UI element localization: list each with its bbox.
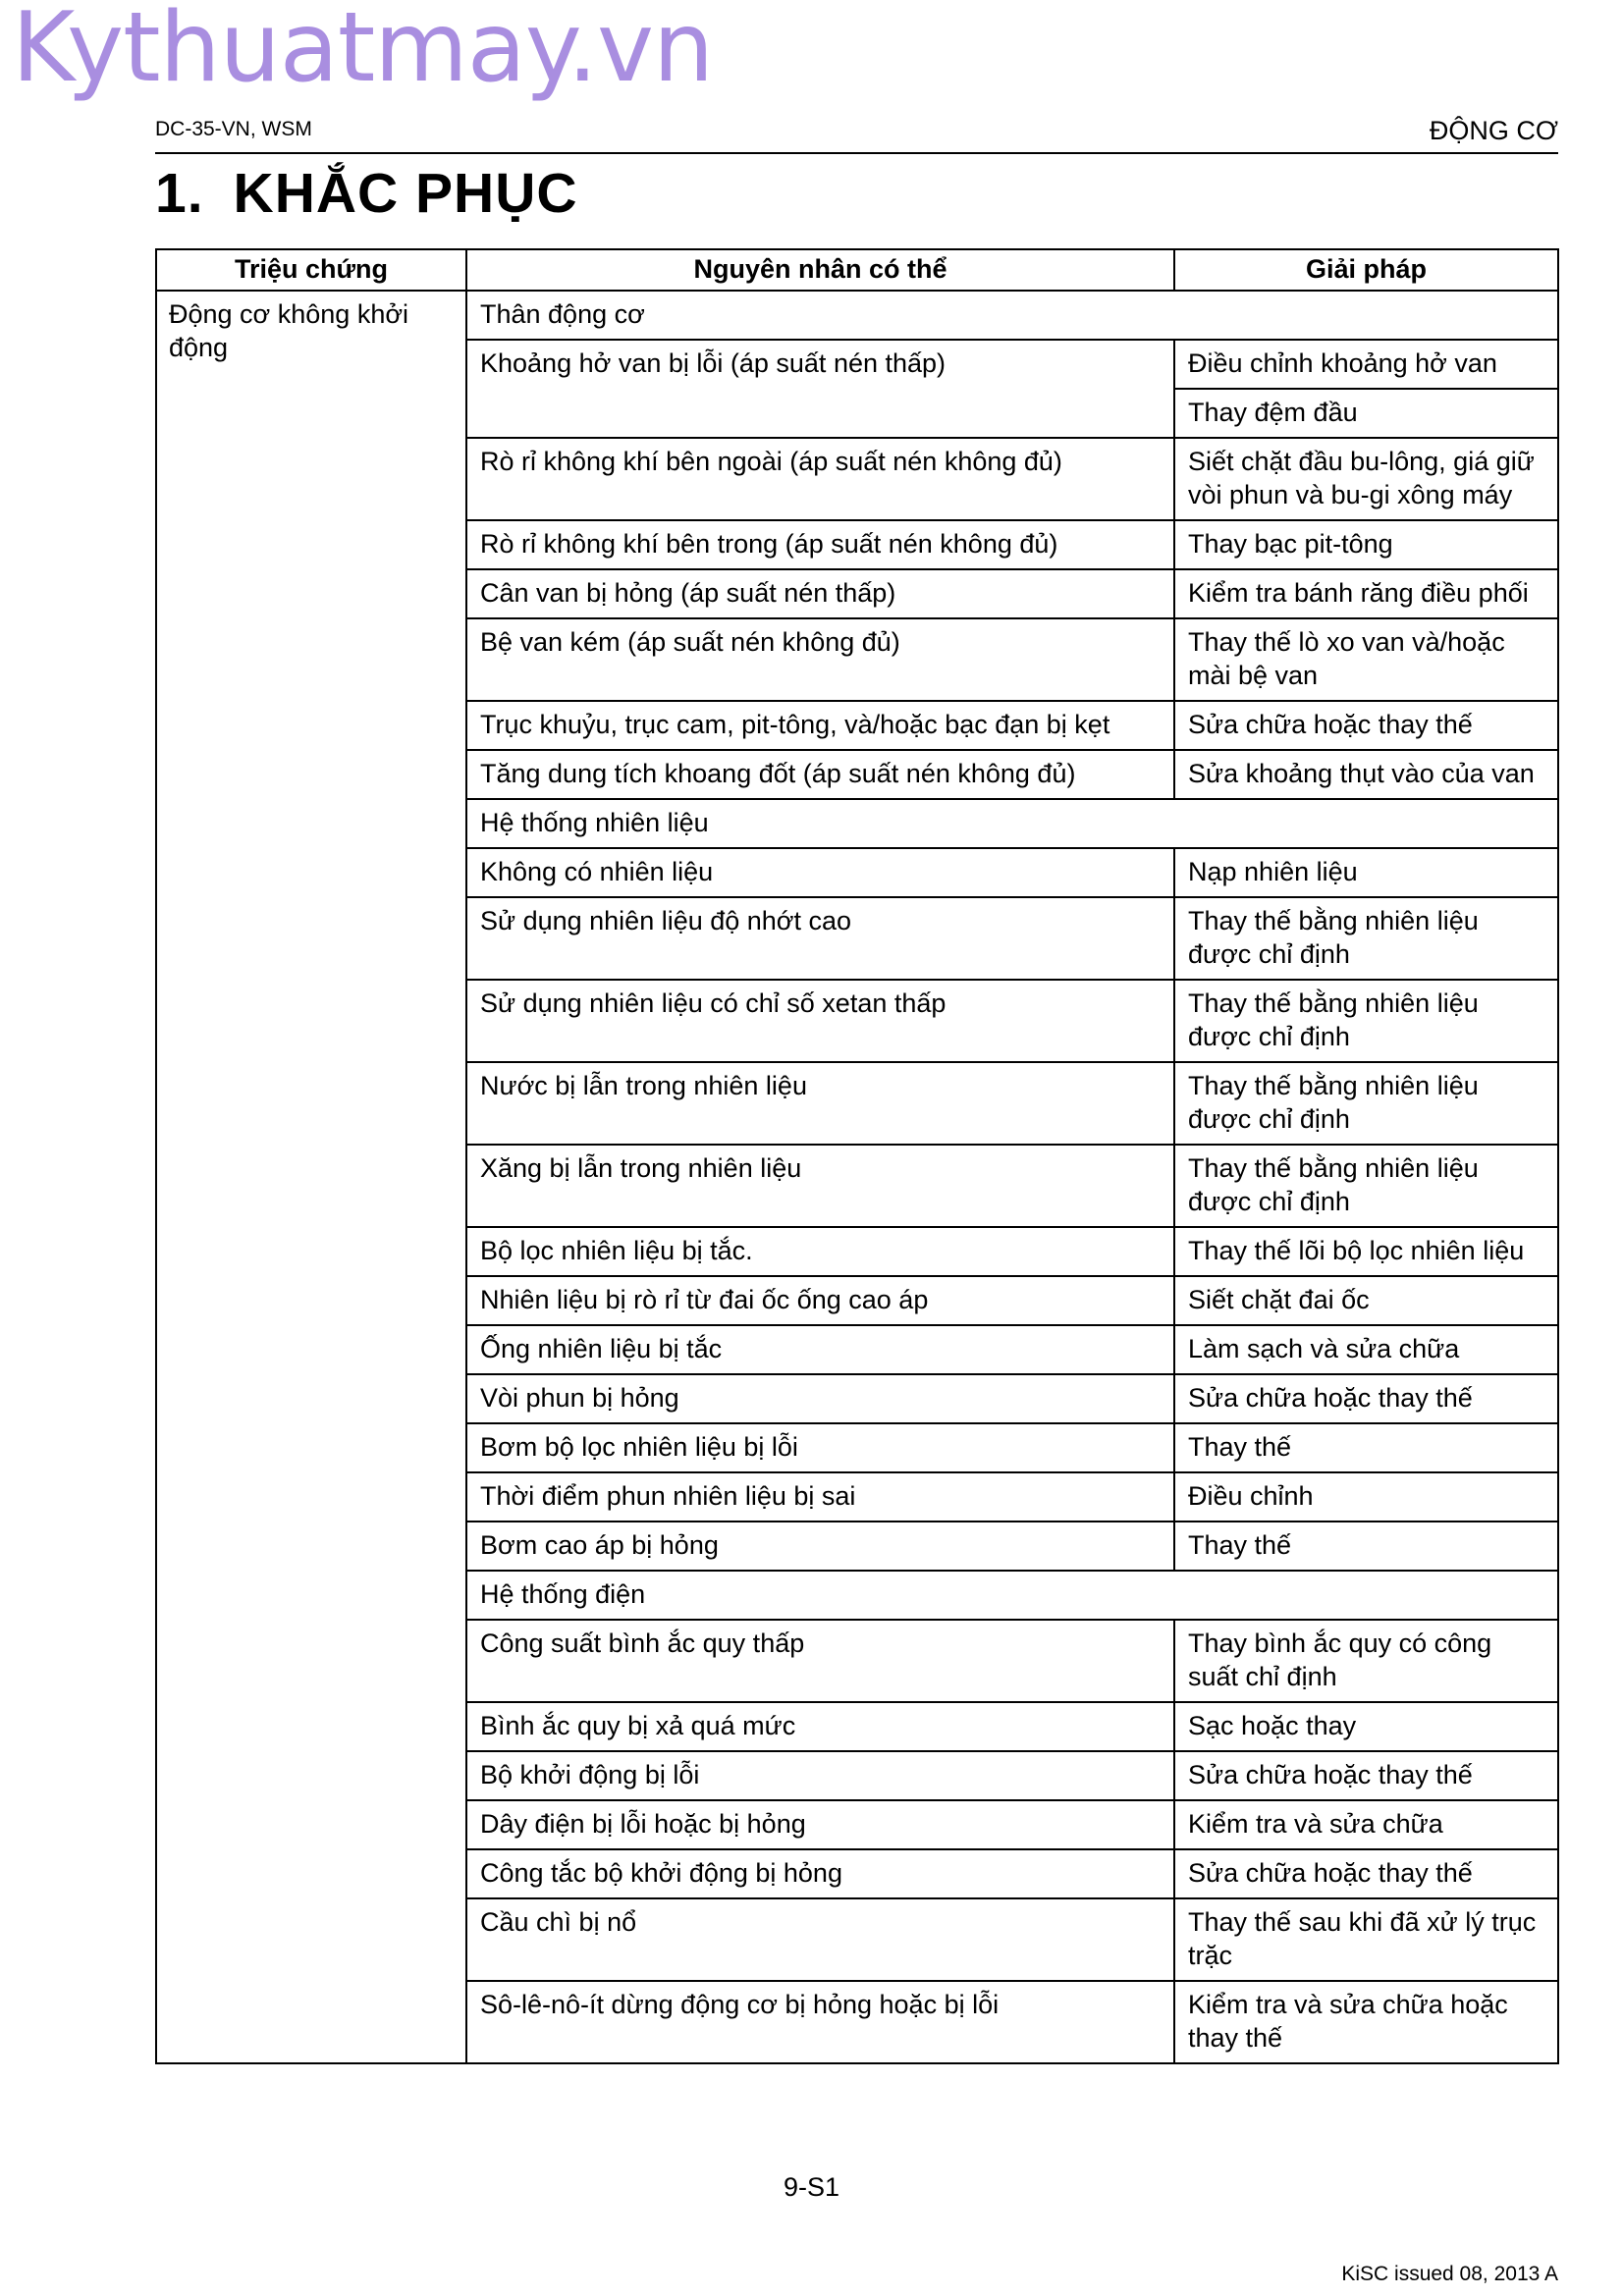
table-header-row: [156, 249, 1558, 291]
header-symptom: Triệu chứng: [156, 249, 466, 291]
cause-cell: Tăng dung tích khoang đốt (áp suất nén không đủ): [466, 750, 1174, 799]
cause-cell: Bệ van kém (áp suất nén không đủ): [466, 618, 1174, 701]
cause-cell: Cầu chì bị nổ: [466, 1898, 1174, 1981]
cause-cell: Nước bị lẫn trong nhiên liệu: [466, 1062, 1174, 1145]
troubleshooting-table: [155, 248, 1559, 2064]
solution-cell: Sửa chữa hoặc thay thế: [1174, 1751, 1558, 1800]
solution-cell: Siết chặt đầu bu-lông, giá giữ vòi phun và bu-gi xông máy: [1174, 438, 1558, 520]
solution-cell: Thay thế lõi bộ lọc nhiên liệu: [1174, 1227, 1558, 1276]
cause-cell: Nhiên liệu bị rò rỉ từ đai ốc ống cao áp: [466, 1276, 1174, 1325]
cause-cell: Xăng bị lẫn trong nhiên liệu: [466, 1145, 1174, 1227]
solution-cell: Thay bình ắc quy có công suất chỉ định: [1174, 1620, 1558, 1702]
cause-cell: Bơm bộ lọc nhiên liệu bị lỗi: [466, 1423, 1174, 1472]
solution-cell: Thay đệm đầu: [1174, 389, 1558, 438]
cause-cell: Rò rỉ không khí bên ngoài (áp suất nén không đủ): [466, 438, 1174, 520]
table-row: [156, 291, 1558, 340]
solution-cell: Nạp nhiên liệu: [1174, 848, 1558, 897]
title-number: 1.: [155, 162, 204, 225]
solution-cell: Thay thế bằng nhiên liệu được chỉ định: [1174, 1062, 1558, 1145]
cause-cell: Bình ắc quy bị xả quá mức: [466, 1702, 1174, 1751]
solution-cell: Thay bạc pit-tông: [1174, 520, 1558, 569]
table-body: [156, 291, 1558, 2063]
group-heading: Hệ thống điện: [466, 1571, 1558, 1620]
solution-cell: Thay thế: [1174, 1423, 1558, 1472]
cause-cell: Sô-lê-nô-ít dừng động cơ bị hỏng hoặc bị lỗi: [466, 1981, 1174, 2063]
cause-cell: Bơm cao áp bị hỏng: [466, 1522, 1174, 1571]
cause-cell: Rò rỉ không khí bên trong (áp suất nén không đủ): [466, 520, 1174, 569]
group-heading: Hệ thống nhiên liệu: [466, 799, 1558, 848]
solution-cell: Điều chỉnh khoảng hở van: [1174, 340, 1558, 389]
group-heading: Thân động cơ: [466, 291, 1558, 340]
page-title: [155, 161, 578, 226]
solution-cell: Kiểm tra và sửa chữa: [1174, 1800, 1558, 1849]
solution-cell: Điều chỉnh: [1174, 1472, 1558, 1522]
solution-cell: Sạc hoặc thay: [1174, 1702, 1558, 1751]
solution-cell: Làm sạch và sửa chữa: [1174, 1325, 1558, 1374]
cause-cell: Bộ khởi động bị lỗi: [466, 1751, 1174, 1800]
header-cause: Nguyên nhân có thể: [466, 249, 1174, 291]
watermark-logo: Kythuatmay.vn: [12, 0, 714, 104]
solution-cell: Thay thế bằng nhiên liệu được chỉ định: [1174, 980, 1558, 1062]
page-number: 9-S1: [783, 2172, 840, 2202]
title-text: KHẮC PHỤC: [233, 162, 578, 225]
document-id: DC-35-VN, WSM: [155, 118, 312, 140]
solution-cell: Kiểm tra và sửa chữa hoặc thay thế: [1174, 1981, 1558, 2063]
cause-cell: Công tắc bộ khởi động bị hỏng: [466, 1849, 1174, 1898]
solution-cell: Sửa khoảng thụt vào của van: [1174, 750, 1558, 799]
cause-cell: Ống nhiên liệu bị tắc: [466, 1325, 1174, 1374]
cause-cell: Khoảng hở van bị lỗi (áp suất nén thấp): [466, 340, 1174, 438]
solution-cell: Thay thế bằng nhiên liệu được chỉ định: [1174, 897, 1558, 980]
symptom-cell: Động cơ không khởi động: [156, 291, 466, 2063]
solution-cell: Thay thế lò xo van và/hoặc mài bệ van: [1174, 618, 1558, 701]
solution-cell: Sửa chữa hoặc thay thế: [1174, 1849, 1558, 1898]
cause-cell: Dây điện bị lỗi hoặc bị hỏng: [466, 1800, 1174, 1849]
solution-cell: Thay thế bằng nhiên liệu được chỉ định: [1174, 1145, 1558, 1227]
header-solution: Giải pháp: [1174, 249, 1558, 291]
cause-cell: Sử dụng nhiên liệu độ nhớt cao: [466, 897, 1174, 980]
header-divider: [155, 152, 1558, 154]
cause-cell: Cân van bị hỏng (áp suất nén thấp): [466, 569, 1174, 618]
solution-cell: Siết chặt đai ốc: [1174, 1276, 1558, 1325]
solution-cell: Sửa chữa hoặc thay thế: [1174, 701, 1558, 750]
cause-cell: Bộ lọc nhiên liệu bị tắc.: [466, 1227, 1174, 1276]
cause-cell: Vòi phun bị hỏng: [466, 1374, 1174, 1423]
footer-issue: KiSC issued 08, 2013 A: [1341, 2263, 1558, 2285]
cause-cell: Không có nhiên liệu: [466, 848, 1174, 897]
cause-cell: Công suất bình ắc quy thấp: [466, 1620, 1174, 1702]
cause-cell: Thời điểm phun nhiên liệu bị sai: [466, 1472, 1174, 1522]
solution-cell: Kiểm tra bánh răng điều phối: [1174, 569, 1558, 618]
section-title: ĐỘNG CƠ: [1429, 116, 1558, 145]
solution-cell: Thay thế sau khi đã xử lý trục trặc: [1174, 1898, 1558, 1981]
solution-cell: Sửa chữa hoặc thay thế: [1174, 1374, 1558, 1423]
cause-cell: Sử dụng nhiên liệu có chỉ số xetan thấp: [466, 980, 1174, 1062]
cause-cell: Trục khuỷu, trục cam, pit-tông, và/hoặc bạc đạn bị kẹt: [466, 701, 1174, 750]
solution-cell: Thay thế: [1174, 1522, 1558, 1571]
